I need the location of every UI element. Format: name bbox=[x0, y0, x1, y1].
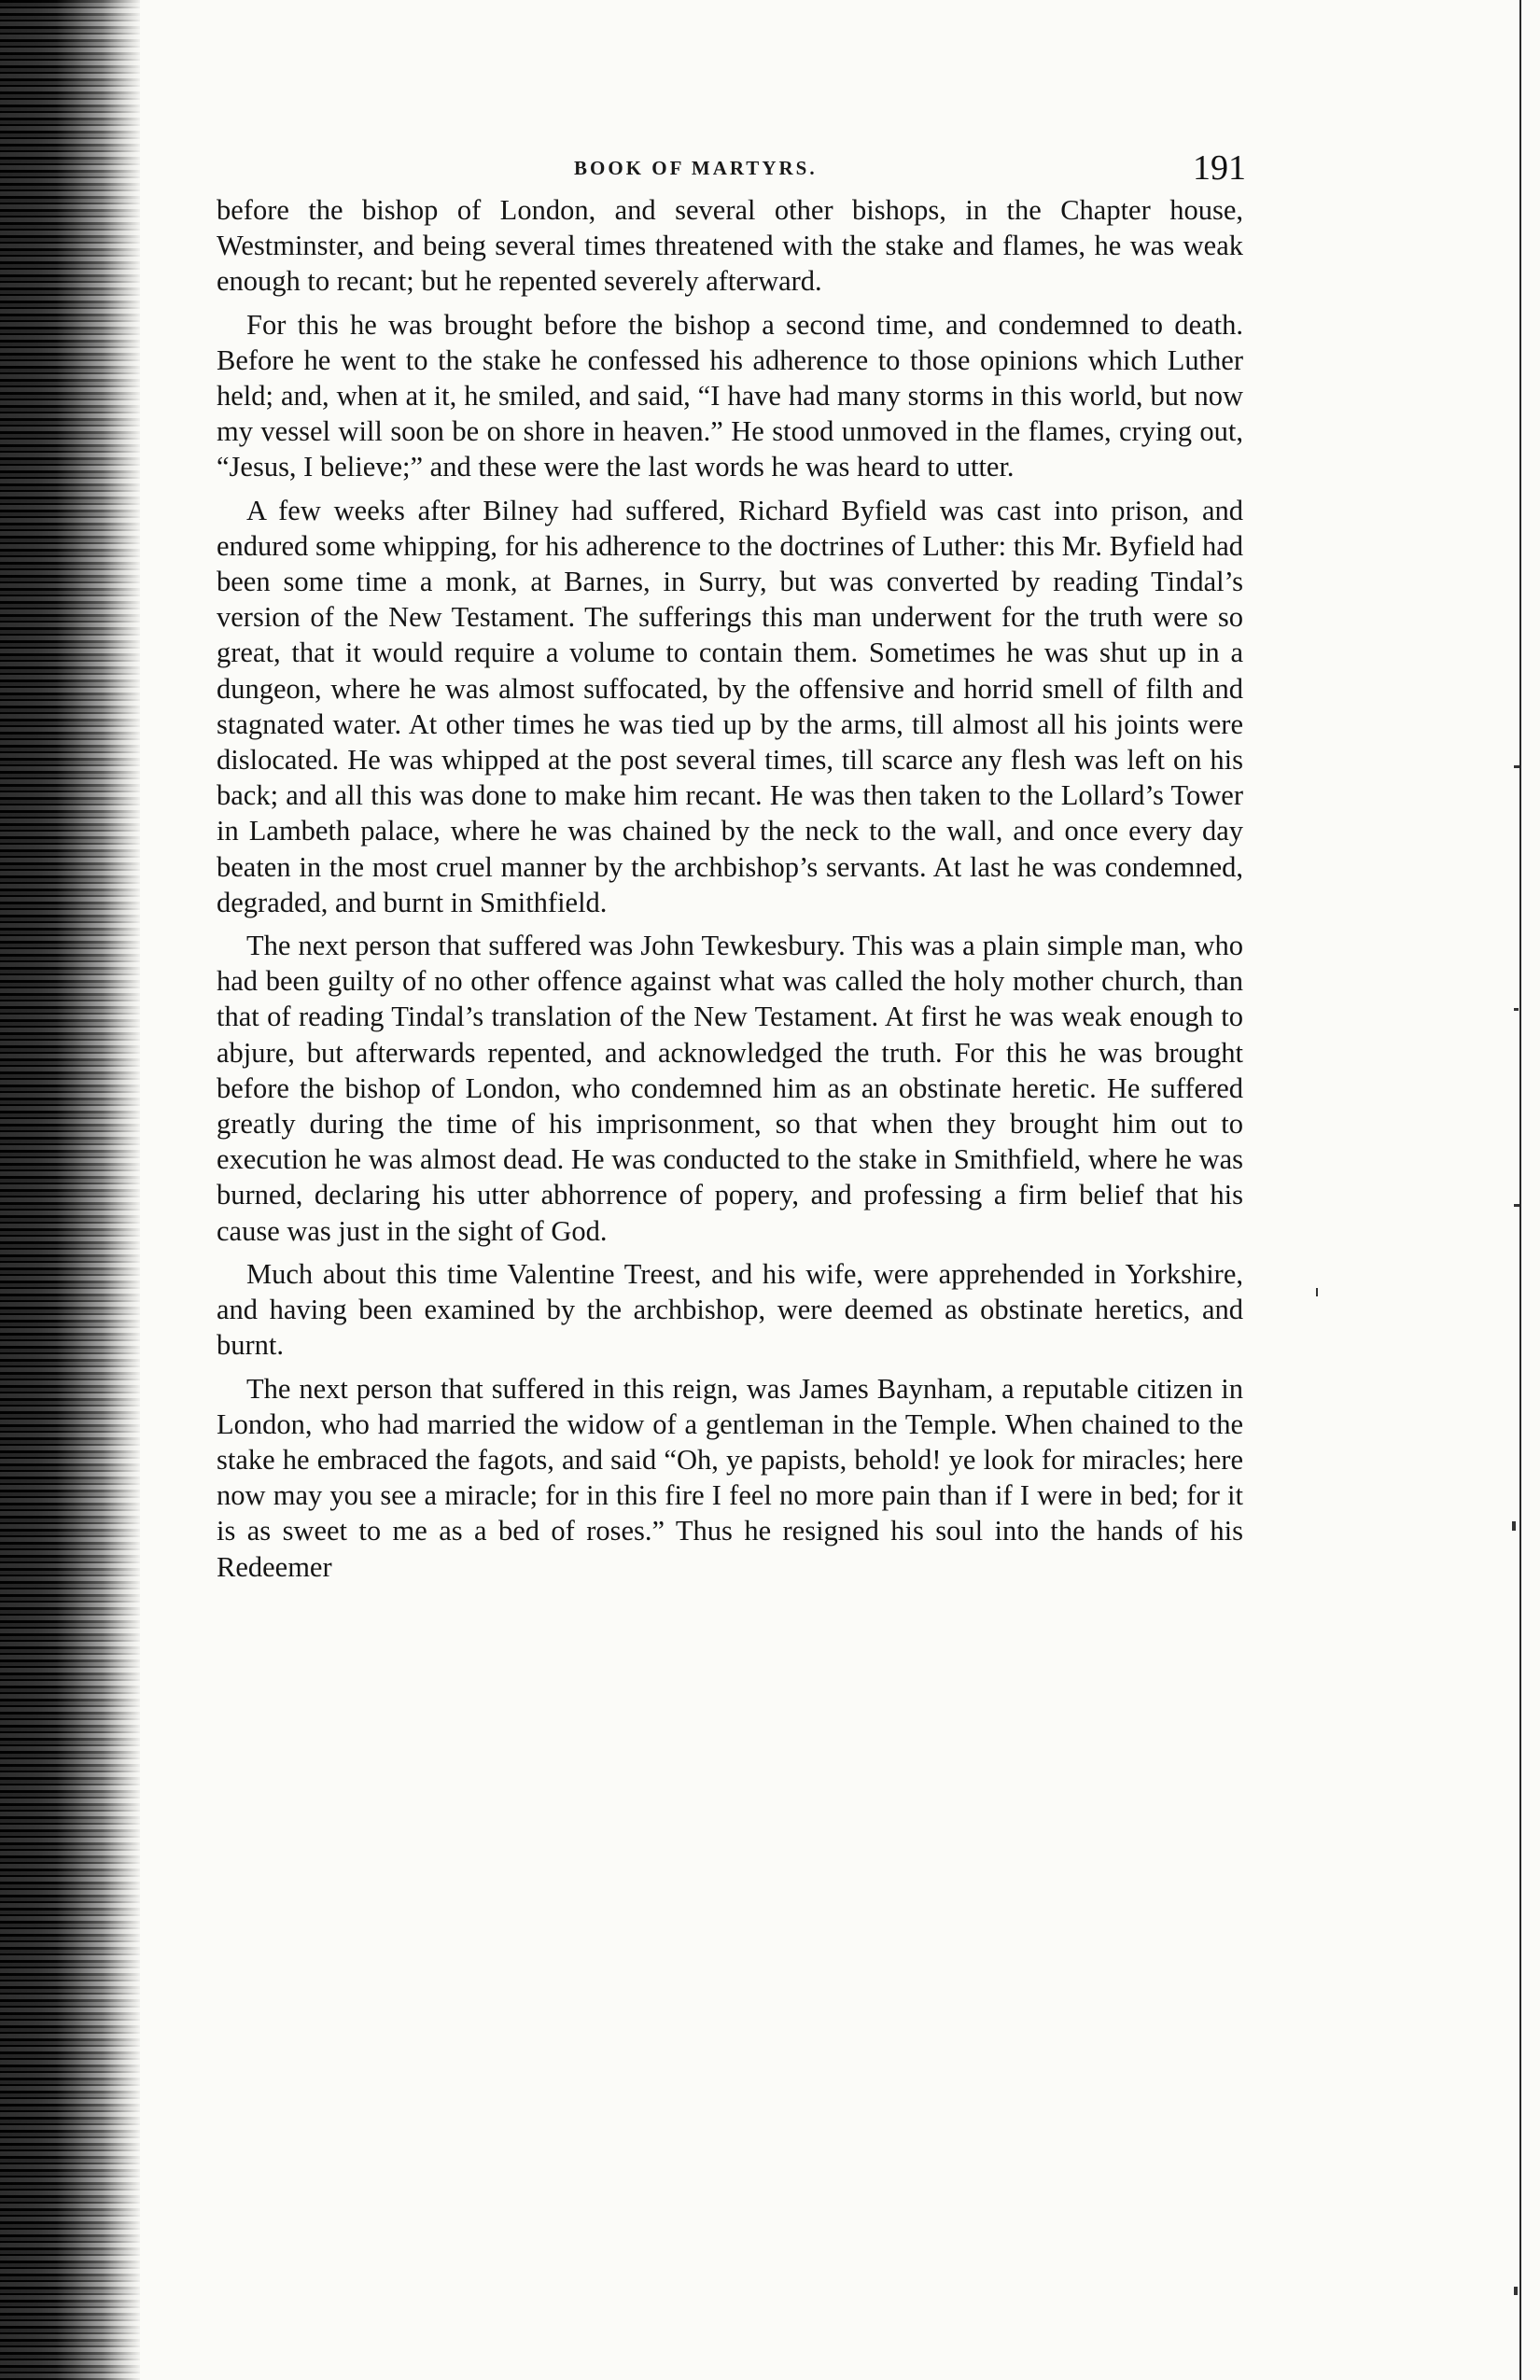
paragraph: The next person that suffered was John Tewkesbury. This was a plain simple man, who had been guilty of no other offence against what was called the holy mother church, than that of reading Tindal’s translation of the New Testament. At first he was weak enough to abjure, but afterwards repented, and acknowledged the truth. For this he was brought before the bishop of London, who condemned him as an obstinate heretic. He suffered greatly during the time of his imprisonment, so that when they brought him out to execution he was almost dead. He was conducted to the stake in Smithfield, where he was burned, declaring his utter abhorrence of popery, and professing a firm belief that his cause was just in the sight of God. bbox=[217, 930, 1243, 1247]
paragraph: before the bishop of London, and several other bishops, in the Chapter house, Westminster, and being several times threatened with the stake and flames, he was weak enough to recant; but he repented severely afterward. bbox=[217, 194, 1243, 298]
scan-speck bbox=[1514, 765, 1519, 768]
scan-speck bbox=[1514, 1204, 1519, 1207]
scan-speck bbox=[1514, 2287, 1518, 2295]
body-text bbox=[217, 192, 1243, 1592]
page-number: 191 bbox=[1193, 148, 1246, 188]
paragraph: For this he was brought before the bishop a second time, and condemned to death. Before he went to the stake he confessed his adherence to those opinions which Luther held; and, when at it, he smiled, and said, “I have had many storms in this world, but now my vessel will soon be on shore in heaven.” He stood unmoved in the flames, crying out, “Jesus, I believe;” and these were the last words he was heard to utter. bbox=[217, 308, 1243, 483]
scan-speck bbox=[1514, 1008, 1519, 1011]
running-title: BOOK OF MARTYRS. bbox=[574, 157, 818, 179]
page-edge-line bbox=[1519, 0, 1521, 2380]
scan-speck bbox=[1512, 1521, 1516, 1531]
paragraph: A few weeks after Bilney had suffered, Richard Byfield was cast into prison, and endured some whipping, for his adherence to the doctrines of Luther: this Mr. Byfield had been some time a monk, at Barnes, in Surry, but was converted by reading Tindal’s version of the New Testament. The sufferings this man underwent for the truth were so great, that it would require a volume to contain them. Sometimes he was shut up in a dungeon, where he was almost suffocated, by the offensive and horrid smell of filth and stagnated water. At other times he was tied up by the arms, till almost all his joints were dislocated. He was whipped at the post several times, till scarce any flesh was left on his back; and all this was done to make him recant. He was then taken to the Lollard’s Tower in Lambeth palace, where he was chained by the neck to the wall, and once every day beaten in the most cruel manner by the archbishop’s servants. At last he was condemned, degraded, and burnt in Smithfield. bbox=[217, 494, 1243, 918]
paragraph: The next person that suffered in this reign, was James Baynham, a reputable citizen in London, who had married the widow of a gentleman in the Temple. When chained to the stake he embraced the fagots, and said “Oh, ye papists, behold! ye look for miracles; here now may you see a miracle; for in this fire I feel no more pain than if I were in bed; for it is as sweet to me as a bed of roses.” Thus he resigned his soul into the hands of his Redeemer bbox=[217, 1372, 1243, 1583]
binding-shadow bbox=[0, 0, 140, 2380]
scan-speck bbox=[1316, 1288, 1318, 1296]
paragraph: Much about this time Valentine Treest, and his wife, were apprehended in Yorkshire, and having been examined by the archbishop, were deemed as obstinate heretics, and burnt. bbox=[217, 1257, 1243, 1362]
